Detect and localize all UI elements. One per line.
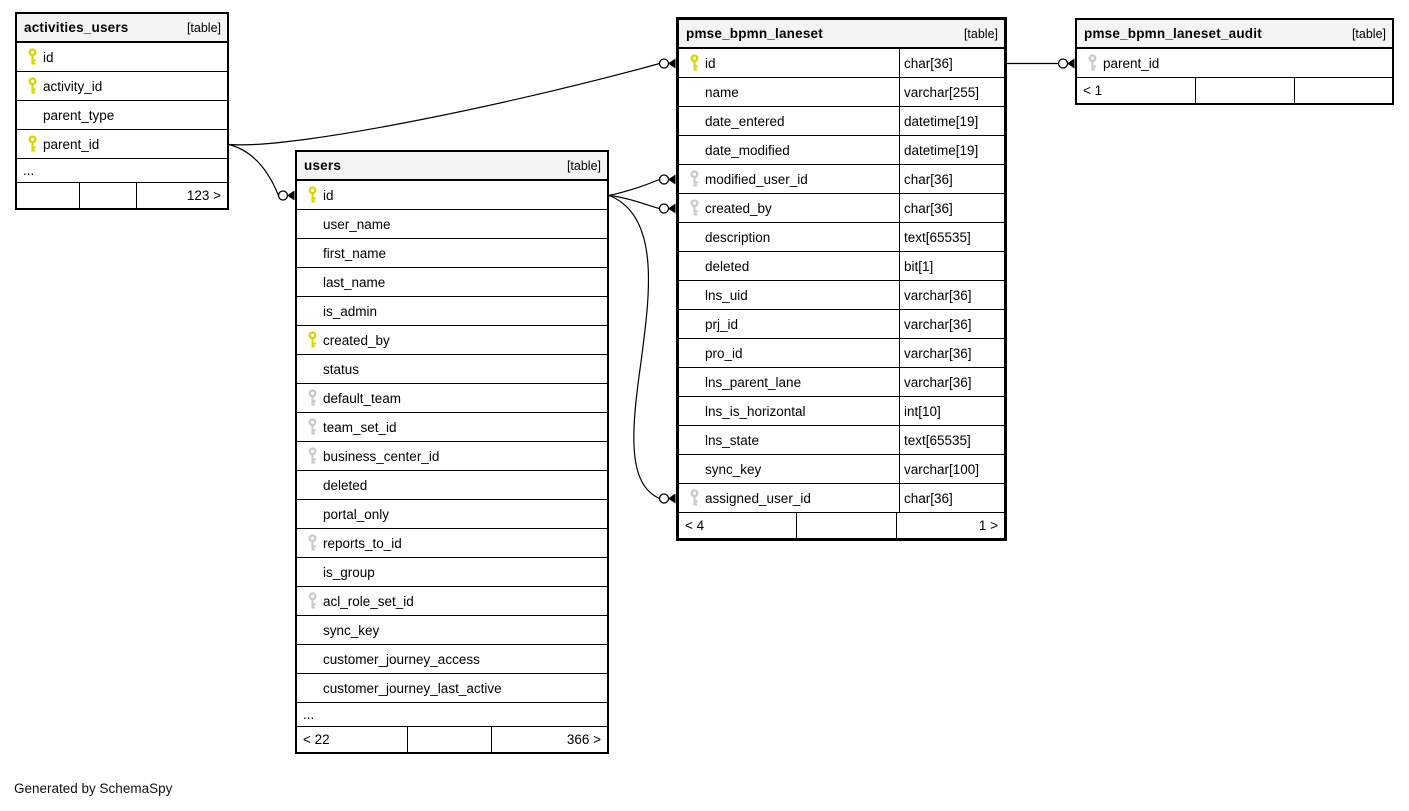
footer-cell-parents: < 22 bbox=[303, 732, 330, 747]
column-row bbox=[679, 368, 1004, 397]
table-title: users bbox=[304, 158, 342, 173]
table-header bbox=[679, 20, 1004, 49]
relationship-circle-icon bbox=[660, 59, 669, 68]
column-row bbox=[297, 268, 607, 297]
footer-cell-parents: < 1 bbox=[1083, 83, 1103, 98]
table-type-tag: [table] bbox=[566, 158, 601, 173]
column-name: pro_id bbox=[705, 345, 743, 361]
column-type: int[10] bbox=[899, 397, 1004, 425]
column-name: description bbox=[705, 229, 771, 245]
column-row bbox=[297, 297, 607, 326]
foreign-key-icon bbox=[307, 447, 318, 465]
column-name: deleted bbox=[323, 477, 368, 493]
relationship-line-users-pmse_bpmn_laneset bbox=[609, 180, 660, 196]
primary-key-icon bbox=[27, 77, 38, 95]
column-type: bit[1] bbox=[899, 252, 1004, 280]
column-row bbox=[297, 558, 607, 587]
column-row bbox=[679, 397, 1004, 426]
column-name: id bbox=[323, 187, 334, 203]
key-slot bbox=[24, 77, 40, 95]
column-name-cell bbox=[297, 384, 607, 412]
column-row bbox=[297, 355, 607, 384]
column-name-cell bbox=[297, 500, 607, 528]
column-type: varchar[36] bbox=[899, 368, 1004, 396]
table-footer bbox=[1077, 78, 1392, 103]
column-name-cell bbox=[679, 223, 899, 251]
column-name: modified_user_id bbox=[705, 171, 808, 187]
key-slot bbox=[686, 199, 702, 217]
column-name-cell bbox=[297, 616, 607, 644]
table-header bbox=[1077, 20, 1392, 49]
column-name-cell bbox=[679, 368, 899, 396]
table-title: pmse_bpmn_laneset bbox=[686, 26, 823, 41]
column-type: varchar[100] bbox=[899, 455, 1004, 483]
column-row bbox=[679, 339, 1004, 368]
key-slot bbox=[24, 48, 40, 66]
column-name-cell bbox=[679, 49, 899, 77]
crows-foot-icon bbox=[287, 191, 295, 201]
column-row bbox=[297, 500, 607, 529]
footer-cell-middle bbox=[79, 183, 136, 208]
table-title: pmse_bpmn_laneset_audit bbox=[1084, 26, 1262, 41]
column-name-cell bbox=[297, 587, 607, 615]
footer-cell-middle bbox=[1195, 78, 1294, 103]
column-name-cell bbox=[297, 268, 607, 296]
column-name-cell bbox=[17, 101, 227, 129]
footer-cell-children bbox=[1294, 78, 1392, 103]
column-row bbox=[297, 326, 607, 355]
table-type-tag: [table] bbox=[186, 20, 221, 35]
column-name: assigned_user_id bbox=[705, 490, 811, 506]
column-name: created_by bbox=[323, 332, 390, 348]
relationship-circle-icon bbox=[660, 175, 669, 184]
column-type: datetime[19] bbox=[899, 107, 1004, 135]
column-name-cell bbox=[297, 674, 607, 702]
column-row bbox=[297, 616, 607, 645]
primary-key-icon bbox=[689, 54, 700, 72]
column-row bbox=[679, 78, 1004, 107]
table-node-users[interactable] bbox=[295, 150, 609, 754]
column-row bbox=[17, 101, 227, 130]
column-name-cell bbox=[679, 165, 899, 193]
column-name-cell bbox=[17, 43, 227, 71]
column-name: status bbox=[323, 361, 360, 377]
table-type-tag: [table] bbox=[1351, 26, 1386, 41]
column-name-cell bbox=[297, 645, 607, 673]
key-slot bbox=[304, 418, 320, 436]
relationship-line-activities_users-users bbox=[229, 145, 279, 196]
column-row bbox=[679, 310, 1004, 339]
crows-foot-icon bbox=[668, 175, 676, 185]
column-row bbox=[1077, 49, 1392, 78]
column-row bbox=[679, 426, 1004, 455]
column-row bbox=[17, 43, 227, 72]
column-row bbox=[17, 130, 227, 159]
footer-cell-middle bbox=[407, 727, 491, 752]
more-columns-ellipsis: ... bbox=[17, 159, 227, 183]
column-name: lns_parent_lane bbox=[705, 374, 802, 390]
column-row bbox=[297, 384, 607, 413]
footer-cell-children: 1 > bbox=[896, 513, 1004, 538]
foreign-key-icon bbox=[307, 534, 318, 552]
foreign-key-icon bbox=[307, 592, 318, 610]
column-name: id bbox=[705, 55, 716, 71]
column-name: first_name bbox=[323, 245, 387, 261]
relationship-line-users-pmse_bpmn_laneset bbox=[609, 196, 660, 499]
column-name: lns_is_horizontal bbox=[705, 403, 806, 419]
column-name: default_team bbox=[323, 390, 402, 406]
column-name-cell bbox=[679, 136, 899, 164]
table-footer bbox=[297, 727, 607, 752]
column-type: varchar[36] bbox=[899, 339, 1004, 367]
column-type: text[65535] bbox=[899, 223, 1004, 251]
footer-cell-middle bbox=[796, 513, 896, 538]
column-type: char[36] bbox=[899, 484, 1004, 512]
table-footer bbox=[17, 183, 227, 208]
column-name-cell bbox=[297, 239, 607, 267]
column-name-cell bbox=[679, 455, 899, 483]
foreign-key-icon bbox=[1087, 54, 1098, 72]
column-name: user_name bbox=[323, 216, 391, 232]
column-row bbox=[679, 455, 1004, 484]
column-row bbox=[297, 413, 607, 442]
column-name-cell bbox=[1077, 49, 1392, 77]
relationship-circle-icon bbox=[1059, 59, 1068, 68]
key-slot bbox=[686, 489, 702, 507]
key-slot bbox=[304, 389, 320, 407]
footer-cell-parents: < 4 bbox=[685, 518, 705, 533]
key-slot bbox=[304, 534, 320, 552]
column-name-cell bbox=[297, 326, 607, 354]
column-name: date_modified bbox=[705, 142, 790, 158]
column-type: text[65535] bbox=[899, 426, 1004, 454]
column-name-cell bbox=[297, 529, 607, 557]
more-columns-ellipsis: ... bbox=[297, 703, 607, 727]
column-row bbox=[297, 674, 607, 703]
key-slot bbox=[304, 592, 320, 610]
column-name-cell bbox=[17, 72, 227, 100]
column-row bbox=[297, 529, 607, 558]
column-name: activity_id bbox=[43, 78, 103, 94]
column-name-cell bbox=[679, 194, 899, 222]
column-type: varchar[36] bbox=[899, 310, 1004, 338]
column-name-cell bbox=[679, 397, 899, 425]
crows-foot-icon bbox=[1067, 59, 1075, 69]
column-row bbox=[679, 223, 1004, 252]
footer-cell-parents bbox=[17, 183, 79, 208]
column-name: is_admin bbox=[323, 303, 378, 319]
column-name: business_center_id bbox=[323, 448, 440, 464]
column-type: char[36] bbox=[899, 165, 1004, 193]
footer-cell-children: 366 > bbox=[491, 727, 607, 752]
column-name: prj_id bbox=[705, 316, 739, 332]
column-type: varchar[36] bbox=[899, 281, 1004, 309]
column-name: deleted bbox=[705, 258, 750, 274]
key-slot bbox=[686, 54, 702, 72]
relationship-circle-icon bbox=[279, 191, 288, 200]
column-name-cell bbox=[679, 281, 899, 309]
column-row bbox=[297, 442, 607, 471]
column-name: customer_journey_access bbox=[323, 651, 480, 667]
foreign-key-icon bbox=[689, 489, 700, 507]
column-row bbox=[679, 136, 1004, 165]
column-row bbox=[297, 181, 607, 210]
crows-foot-icon bbox=[668, 204, 676, 214]
column-row bbox=[679, 484, 1004, 513]
foreign-key-icon bbox=[307, 389, 318, 407]
column-row bbox=[679, 252, 1004, 281]
column-name-cell bbox=[297, 442, 607, 470]
column-name-cell bbox=[297, 471, 607, 499]
column-row bbox=[679, 107, 1004, 136]
column-name: portal_only bbox=[323, 506, 390, 522]
foreign-key-icon bbox=[307, 418, 318, 436]
key-slot bbox=[304, 186, 320, 204]
column-name: is_group bbox=[323, 564, 375, 580]
column-name: created_by bbox=[705, 200, 772, 216]
column-name-cell bbox=[679, 339, 899, 367]
column-name: sync_key bbox=[705, 461, 762, 477]
table-node-activities_users[interactable] bbox=[15, 12, 229, 210]
column-name: team_set_id bbox=[323, 419, 397, 435]
relationship-line-activities_users-pmse_bpmn_laneset bbox=[229, 64, 660, 145]
foreign-key-icon bbox=[689, 170, 700, 188]
column-name-cell bbox=[297, 210, 607, 238]
column-row bbox=[297, 645, 607, 674]
column-row bbox=[297, 239, 607, 268]
column-name: last_name bbox=[323, 274, 386, 290]
column-name-cell bbox=[679, 426, 899, 454]
column-name-cell bbox=[297, 181, 607, 209]
column-row bbox=[679, 194, 1004, 223]
column-name-cell bbox=[679, 484, 899, 512]
column-name-cell bbox=[679, 78, 899, 106]
column-name-cell bbox=[297, 558, 607, 586]
column-row bbox=[679, 49, 1004, 78]
table-node-pmse_bpmn_laneset_audit[interactable] bbox=[1075, 18, 1394, 105]
generator-note: Generated by SchemaSpy bbox=[14, 781, 173, 796]
column-name: parent_type bbox=[43, 107, 115, 123]
primary-key-icon bbox=[27, 135, 38, 153]
column-name-cell bbox=[679, 310, 899, 338]
column-name: customer_journey_last_active bbox=[323, 680, 502, 696]
crows-foot-icon bbox=[668, 494, 676, 504]
key-slot bbox=[686, 170, 702, 188]
column-name-cell bbox=[297, 297, 607, 325]
table-node-pmse_bpmn_laneset[interactable] bbox=[676, 17, 1007, 541]
relationship-line-users-pmse_bpmn_laneset bbox=[609, 196, 660, 209]
column-type: datetime[19] bbox=[899, 136, 1004, 164]
primary-key-icon bbox=[307, 186, 318, 204]
column-name: id bbox=[43, 49, 54, 65]
foreign-key-icon bbox=[689, 199, 700, 217]
table-footer bbox=[679, 513, 1004, 538]
column-row bbox=[679, 281, 1004, 310]
column-name-cell bbox=[297, 413, 607, 441]
relationship-circle-icon bbox=[660, 494, 669, 503]
primary-key-icon bbox=[307, 331, 318, 349]
column-row bbox=[297, 587, 607, 616]
column-name-cell bbox=[679, 252, 899, 280]
column-name-cell bbox=[679, 107, 899, 135]
column-name: date_entered bbox=[705, 113, 785, 129]
key-slot bbox=[304, 447, 320, 465]
column-name: lns_state bbox=[705, 432, 760, 448]
column-name: sync_key bbox=[323, 622, 380, 638]
table-title: activities_users bbox=[24, 20, 129, 35]
key-slot bbox=[1084, 54, 1100, 72]
column-row bbox=[679, 165, 1004, 194]
column-row bbox=[17, 72, 227, 101]
primary-key-icon bbox=[27, 48, 38, 66]
table-type-tag: [table] bbox=[963, 26, 998, 41]
column-name: name bbox=[705, 84, 739, 100]
column-name-cell bbox=[297, 355, 607, 383]
column-name: lns_uid bbox=[705, 287, 748, 303]
key-slot bbox=[24, 135, 40, 153]
column-name: acl_role_set_id bbox=[323, 593, 414, 609]
column-name: parent_id bbox=[1103, 55, 1160, 71]
footer-cell-children: 123 > bbox=[136, 183, 227, 208]
relationship-circle-icon bbox=[660, 204, 669, 213]
column-name: reports_to_id bbox=[323, 535, 402, 551]
column-type: char[36] bbox=[899, 49, 1004, 77]
column-name-cell bbox=[17, 130, 227, 158]
column-type: varchar[255] bbox=[899, 78, 1004, 106]
crows-foot-icon bbox=[668, 59, 676, 69]
table-header bbox=[297, 152, 607, 181]
column-row bbox=[297, 210, 607, 239]
table-header bbox=[17, 14, 227, 43]
key-slot bbox=[304, 331, 320, 349]
column-row bbox=[297, 471, 607, 500]
column-type: char[36] bbox=[899, 194, 1004, 222]
column-name: parent_id bbox=[43, 136, 100, 152]
